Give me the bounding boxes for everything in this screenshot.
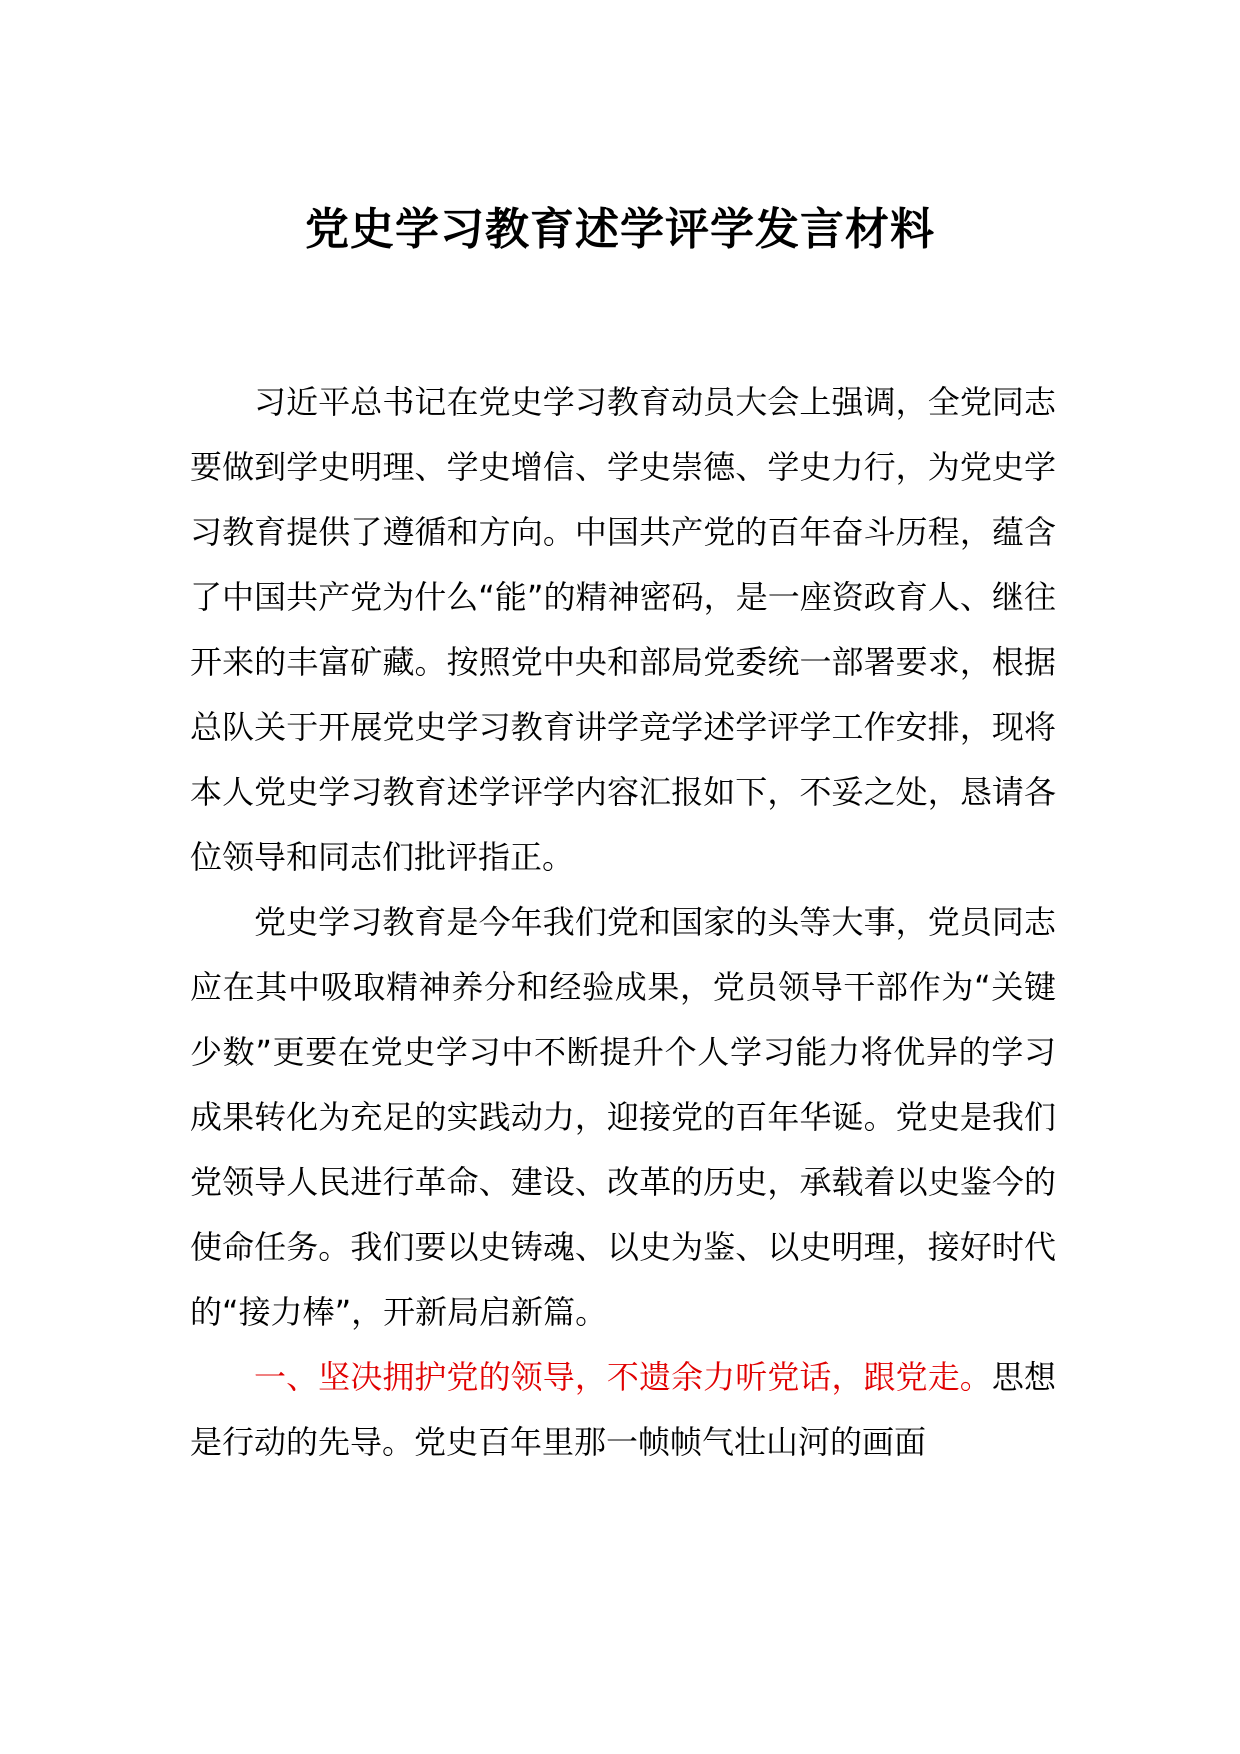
document-title: 党史学习教育述学评学发言材料: [305, 204, 935, 255]
section-heading: 一、坚决拥护党的领导，不遗余力听党话，跟党走。: [254, 1358, 992, 1396]
paragraph-intro: 习近平总书记在党史学习教育动员大会上强调，全党同志要做到学史明理、学史增信、学史崇德、学史力行，为党史学习教育提供了遵循和方向。中国共产党的百年奋斗历程，蕴含了中国共产党为什么“能”的精神密码，是一座资政育人、继往开来的丰富矿藏。按照党中央和部局党委统一部署要求，根据总队关于开展党史学习教育讲学竞学述学评学工作安排，现将本人党史学习教育述学评学内容汇报如下，不妥之处，恳请各位领导和同志们批评指正。: [190, 383, 1056, 876]
section-text: 思想是行动的先导。党史百年里那一帧帧气壮山河的画面: [190, 1358, 1056, 1461]
paragraph-section-one: [190, 1345, 1056, 1475]
paragraph-second: 党史学习教育是今年我们党和国家的头等大事，党员同志应在其中吸取精神养分和经验成果，党员领导干部作为“关键少数”更要在党史学习中不断提升个人学习能力将优异的学习成果转化为充足的实践动力，迎接党的百年华诞。党史是我们党领导人民进行革命、建设、改革的历史，承载着以史鉴今的使命任务。我们要以史铸魂、以史为鉴、以史明理，接好时代的“接力棒”，开新局启新篇。: [190, 903, 1056, 1331]
document-body: [190, 370, 1056, 1475]
